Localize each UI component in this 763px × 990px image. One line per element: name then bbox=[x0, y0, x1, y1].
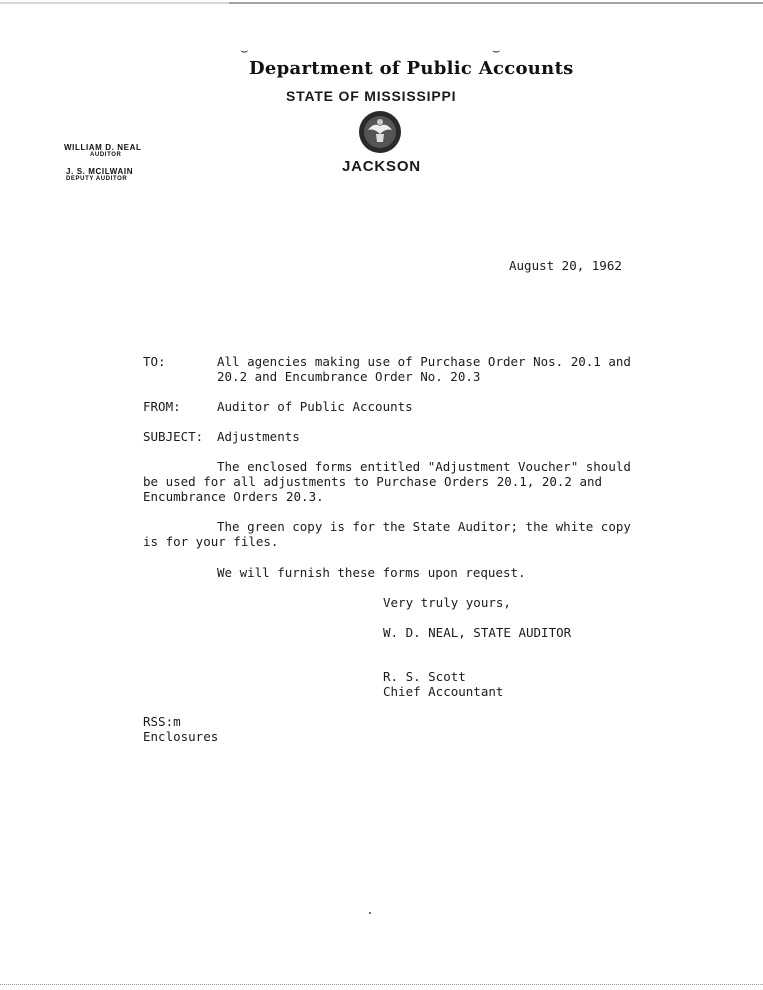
body-p3-line-1: We will furnish these forms upon request. bbox=[217, 565, 526, 580]
scan-edge-top bbox=[0, 2, 763, 4]
body-p1-line-2: be used for all adjustments to Purchase Orders 20.1, 20.2 and bbox=[143, 474, 603, 489]
reference-initials: RSS:m bbox=[143, 714, 181, 729]
closing-title: Chief Accountant bbox=[383, 684, 504, 699]
body-p1-line-3: Encumbrance Orders 20.3. bbox=[143, 489, 324, 504]
officer-name bbox=[64, 143, 141, 158]
letter-date: August 20, 1962 bbox=[509, 258, 622, 273]
subject-label: SUBJECT: bbox=[143, 429, 204, 444]
state-seal-icon bbox=[356, 108, 404, 156]
deputy-name-text: J. S. MCILWAIN bbox=[66, 167, 134, 176]
body-p2-line-2: is for your files. bbox=[143, 534, 279, 549]
to-line-2: 20.2 and Encumbrance Order No. 20.3 bbox=[217, 369, 481, 384]
officer-name-text: WILLIAM D. NEAL bbox=[64, 143, 142, 152]
check-mark-left: ⌣ bbox=[240, 44, 249, 59]
city-name: JACKSON bbox=[342, 158, 421, 175]
check-mark-right: ⌣ bbox=[492, 44, 501, 59]
closing-signatory: W. D. NEAL, STATE AUDITOR bbox=[383, 625, 572, 640]
officer-title: AUDITOR bbox=[90, 152, 122, 158]
closing-salutation: Very truly yours, bbox=[383, 595, 511, 610]
deputy-officer bbox=[66, 167, 133, 182]
deputy-title: DEPUTY AUDITOR bbox=[66, 176, 128, 182]
from-label: FROM: bbox=[143, 399, 181, 414]
enclosures-note: Enclosures bbox=[143, 729, 219, 744]
to-label: TO: bbox=[143, 354, 166, 369]
subject-value: Adjustments bbox=[217, 429, 300, 444]
body-p1-line-1: The enclosed forms entitled "Adjustment Voucher" should bbox=[217, 459, 631, 474]
closing-name: R. S. Scott bbox=[383, 669, 466, 684]
department-title: Department of Public Accounts bbox=[249, 58, 574, 79]
from-value: Auditor of Public Accounts bbox=[217, 399, 413, 414]
paper-speck bbox=[369, 912, 371, 914]
body-p2-line-1: The green copy is for the State Auditor; the white copy bbox=[217, 519, 631, 534]
scan-edge-bottom bbox=[0, 984, 763, 986]
state-name: STATE OF MISSISSIPPI bbox=[286, 88, 457, 104]
to-line-1: All agencies making use of Purchase Order Nos. 20.1 and bbox=[217, 354, 631, 369]
